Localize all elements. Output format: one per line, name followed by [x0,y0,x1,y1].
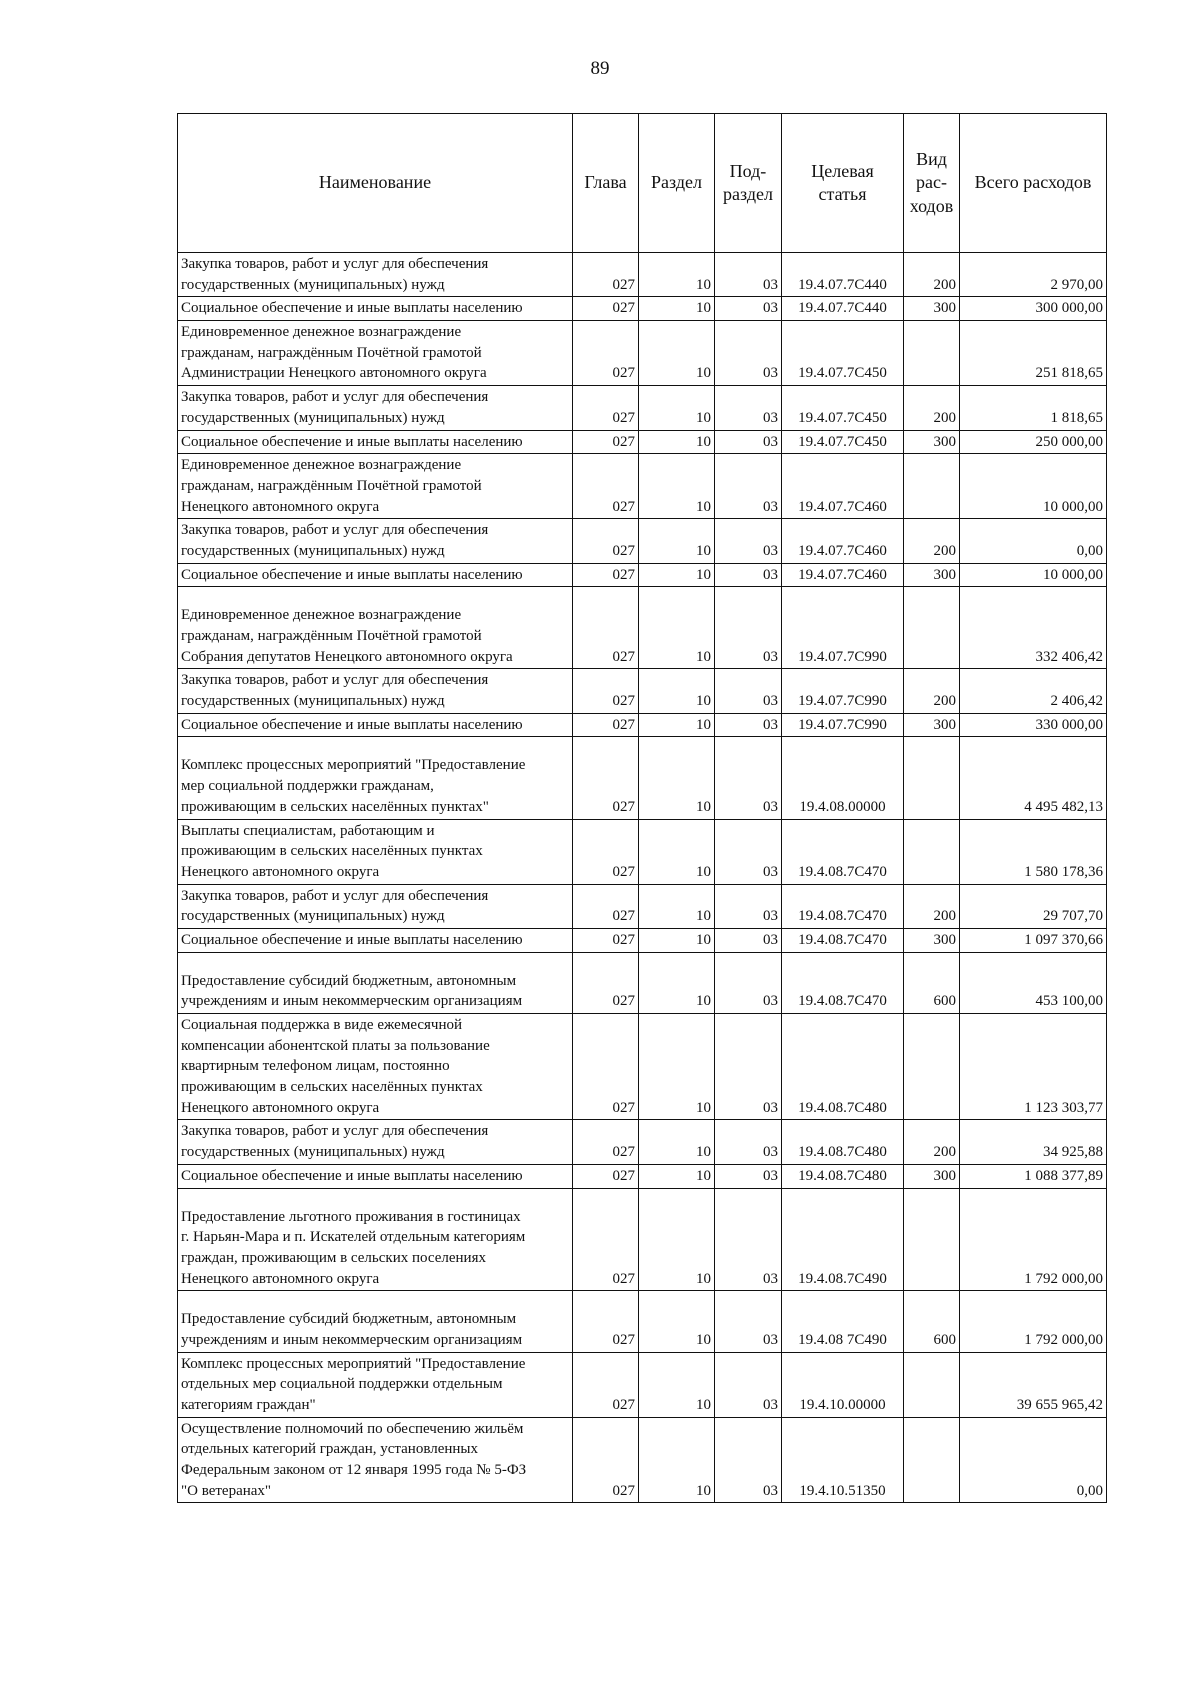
row-total-cell: 250 000,00 [960,430,1107,454]
row-expense-type-cell [904,1014,960,1120]
row-target-cell: 19.4.07.7С460 [782,563,904,587]
row-name-line: Социальное обеспечение и иные выплаты населению [181,433,523,450]
row-name-line: отдельных мер социальной поддержки отдельным [181,1376,503,1393]
row-section-cell: 10 [639,1014,715,1120]
row-expense-type-cell: 300 [904,297,960,321]
row-name-cell [178,952,573,1013]
row-chapter-cell: 027 [573,1120,639,1164]
row-name-line: Закупка товаров, работ и услуг для обеспечения [181,672,489,689]
row-subsection-cell: 03 [715,737,782,819]
row-chapter-cell: 027 [573,321,639,386]
col-header-subsection [715,114,782,253]
col-header-expense-type-line: ходов [909,195,954,216]
row-name-line: государственных (муниципальных) нужд [181,1144,445,1161]
row-subsection-cell: 03 [715,1352,782,1417]
row-expense-type-cell [904,587,960,669]
row-expense-type-cell: 200 [904,669,960,713]
row-total-cell: 453 100,00 [960,952,1107,1013]
row-chapter-cell: 027 [573,430,639,454]
row-name-line: г. Нарьян-Мара и п. Искателей отдельным категориям [181,1229,526,1246]
row-section-cell: 10 [639,1417,715,1503]
row-subsection-cell: 03 [715,1120,782,1164]
table-row [178,519,1107,563]
row-total-cell: 10 000,00 [960,563,1107,587]
table-row [178,1352,1107,1417]
row-name-line: государственных (муниципальных) нужд [181,409,445,426]
row-name-line: Социальное обеспечение и иные выплаты населению [181,1167,523,1184]
row-name-cell [178,297,573,321]
row-target-cell: 19.4.08.7С470 [782,952,904,1013]
row-total-cell: 332 406,42 [960,587,1107,669]
row-name-cell [178,1164,573,1188]
row-expense-type-cell [904,321,960,386]
row-section-cell: 10 [639,713,715,737]
row-total-cell: 1 097 370,66 [960,928,1107,952]
row-section-cell: 10 [639,430,715,454]
row-name-cell [178,884,573,928]
row-expense-type-cell: 200 [904,884,960,928]
row-name-cell [178,253,573,297]
row-expense-type-cell: 200 [904,386,960,430]
row-name-line: Социальная поддержка в виде ежемесячной [181,1017,463,1033]
row-name-line: "О ветеранах" [181,1482,272,1499]
row-name-line: Ненецкого автономного округа [181,498,380,515]
row-expense-type-cell: 300 [904,430,960,454]
row-target-cell: 19.4.10.00000 [782,1352,904,1417]
row-target-cell: 19.4.07.7С990 [782,669,904,713]
row-subsection-cell: 03 [715,669,782,713]
row-name-cell [178,1014,573,1120]
row-subsection-cell: 03 [715,454,782,519]
row-expense-type-cell: 600 [904,1291,960,1352]
row-target-cell: 19.4.08.7С480 [782,1120,904,1164]
table-row [178,737,1107,819]
row-section-cell: 10 [639,1164,715,1188]
row-section-cell: 10 [639,563,715,587]
row-subsection-cell: 03 [715,1291,782,1352]
col-header-target-line: статья [818,184,867,204]
row-target-cell: 19.4.07.7С460 [782,454,904,519]
row-name-line: Закупка товаров, работ и услуг для обеспечения [181,256,489,272]
row-name-cell [178,1352,573,1417]
table-row [178,386,1107,430]
col-header-subsection-line: раздел [723,184,773,204]
row-total-cell: 1 792 000,00 [960,1188,1107,1291]
row-name-line: Социальное обеспечение и иные выплаты населению [181,300,523,317]
row-chapter-cell: 027 [573,713,639,737]
row-name-line: Собрания депутатов Ненецкого автономного округа [181,648,513,665]
row-name-line: государственных (муниципальных) нужд [181,542,445,559]
row-target-cell: 19.4.07.7С440 [782,297,904,321]
row-name-line: гражданам, награждённым Почётной грамотой [181,344,482,361]
row-expense-type-cell [904,1352,960,1417]
row-name-line: Комплекс процессных мероприятий "Предоставление [181,1355,526,1372]
row-name-line: Социальное обеспечение и иные выплаты населению [181,566,523,583]
row-total-cell: 330 000,00 [960,713,1107,737]
row-chapter-cell: 027 [573,884,639,928]
row-section-cell: 10 [639,1188,715,1291]
table-row [178,587,1107,669]
table-row [178,1417,1107,1503]
row-section-cell: 10 [639,253,715,297]
row-name-line: категориям граждан" [181,1397,316,1413]
row-chapter-cell: 027 [573,737,639,819]
row-expense-type-cell: 300 [904,713,960,737]
row-name-line: Закупка товаров, работ и услуг для обеспечения [181,887,489,904]
table-row [178,819,1107,884]
row-name-line: Администрации Ненецкого автономного округа [181,365,487,382]
row-name-line: гражданам, награждённым Почётной грамотой [181,477,482,494]
page-number: 89 [590,58,610,79]
budget-table [177,113,1107,1503]
row-name-cell [178,1120,573,1164]
row-name-cell [178,386,573,430]
row-name-cell [178,1188,573,1291]
row-expense-type-cell: 300 [904,1164,960,1188]
row-section-cell: 10 [639,454,715,519]
row-subsection-cell: 03 [715,587,782,669]
row-expense-type-cell [904,454,960,519]
row-section-cell: 10 [639,669,715,713]
row-name-line: Выплаты специалистам, работающим и [181,822,435,839]
row-name-cell [178,1291,573,1352]
row-name-line: проживающим в сельских населённых пунктах [181,1079,483,1096]
row-target-cell: 19.4.08 7С490 [782,1291,904,1352]
table-row [178,454,1107,519]
row-chapter-cell: 027 [573,454,639,519]
row-chapter-cell: 027 [573,386,639,430]
row-chapter-cell: 027 [573,1014,639,1120]
row-name-line: проживающим в сельских населённых пунктах [181,843,483,860]
row-name-cell [178,737,573,819]
row-total-cell: 251 818,65 [960,321,1107,386]
row-section-cell: 10 [639,952,715,1013]
row-subsection-cell: 03 [715,297,782,321]
row-chapter-cell: 027 [573,1352,639,1417]
header-row [178,114,1107,253]
row-name-cell [178,519,573,563]
row-target-cell: 19.4.08.7С480 [782,1014,904,1120]
row-name-line: учреждениям и иным некоммерческим организациям [181,1331,523,1348]
row-subsection-cell: 03 [715,1014,782,1120]
row-total-cell: 29 707,70 [960,884,1107,928]
row-name-line: Социальное обеспечение и иные выплаты населению [181,931,523,948]
row-chapter-cell: 027 [573,519,639,563]
table-body [178,253,1107,1503]
row-name-line: Предоставление льготного проживания в гостиницах [181,1208,521,1225]
row-chapter-cell: 027 [573,297,639,321]
row-subsection-cell: 03 [715,713,782,737]
row-expense-type-cell: 200 [904,1120,960,1164]
row-name-line: граждан, проживающим в сельских поселениях [181,1249,486,1266]
row-subsection-cell: 03 [715,819,782,884]
row-total-cell: 39 655 965,42 [960,1352,1107,1417]
row-subsection-cell: 03 [715,952,782,1013]
col-header-name: Наименование [178,114,573,253]
row-subsection-cell: 03 [715,928,782,952]
row-chapter-cell: 027 [573,563,639,587]
row-target-cell: 19.4.08.7С470 [782,884,904,928]
row-name-line: отдельных категорий граждан, установленных [181,1441,478,1458]
row-name-line: проживающим в сельских населённых пунктах" [181,798,489,815]
row-target-cell: 19.4.07.7С440 [782,253,904,297]
table-row [178,430,1107,454]
row-chapter-cell: 027 [573,1164,639,1188]
table-row [178,1120,1107,1164]
row-name-cell [178,430,573,454]
row-section-cell: 10 [639,1120,715,1164]
row-name-line: Единовременное денежное вознаграждение [181,607,462,624]
row-name-line: государственных (муниципальных) нужд [181,908,445,925]
row-section-cell: 10 [639,1291,715,1352]
row-target-cell: 19.4.07.7С450 [782,386,904,430]
row-name-line: Ненецкого автономного округа [181,1099,380,1116]
row-name-line: государственных (муниципальных) нужд [181,693,445,710]
row-total-cell: 34 925,88 [960,1120,1107,1164]
table-row [178,669,1107,713]
table-row [178,321,1107,386]
col-header-expense-type-line: рас- [916,172,947,193]
row-expense-type-cell: 300 [904,928,960,952]
row-total-cell: 4 495 482,13 [960,737,1107,819]
row-total-cell: 1 123 303,77 [960,1014,1107,1120]
row-name-line: учреждениям и иным некоммерческим организациям [181,993,523,1010]
col-header-subsection-line: Под- [729,160,767,181]
row-name-cell [178,713,573,737]
row-total-cell: 10 000,00 [960,454,1107,519]
row-target-cell: 19.4.08.7С480 [782,1164,904,1188]
table-row [178,928,1107,952]
col-header-target [782,114,904,253]
row-name-line: Закупка товаров, работ и услуг для обеспечения [181,389,489,406]
row-section-cell: 10 [639,737,715,819]
row-target-cell: 19.4.07.7С450 [782,430,904,454]
col-header-expense-type-line: Вид [916,148,947,169]
row-section-cell: 10 [639,519,715,563]
row-expense-type-cell [904,1188,960,1291]
row-expense-type-cell: 200 [904,253,960,297]
table-row [178,563,1107,587]
table-row [178,1291,1107,1352]
table-row [178,253,1107,297]
row-section-cell: 10 [639,819,715,884]
row-name-line: Осуществление полномочий по обеспечению жильём [181,1420,524,1437]
row-chapter-cell: 027 [573,952,639,1013]
col-header-section: Раздел [639,114,715,253]
row-expense-type-cell: 300 [904,563,960,587]
row-name-cell [178,454,573,519]
row-name-line: Закупка товаров, работ и услуг для обеспечения [181,1123,489,1140]
row-subsection-cell: 03 [715,519,782,563]
row-name-cell [178,1417,573,1503]
row-subsection-cell: 03 [715,1417,782,1503]
row-name-line: Закупка товаров, работ и услуг для обеспечения [181,522,489,539]
row-total-cell: 2 406,42 [960,669,1107,713]
row-target-cell: 19.4.07.7С990 [782,713,904,737]
row-chapter-cell: 027 [573,1188,639,1291]
row-name-line: Социальное обеспечение и иные выплаты населению [181,716,523,733]
row-name-line: квартирным телефоном лицам, постоянно [181,1058,450,1075]
row-name-line: Комплекс процессных мероприятий "Предоставление [181,757,526,774]
row-name-cell [178,321,573,386]
row-name-line: мер социальной поддержки гражданам, [181,778,434,795]
col-header-total: Всего расходов [960,114,1107,253]
row-subsection-cell: 03 [715,253,782,297]
table-header [178,114,1107,253]
row-total-cell: 1 818,65 [960,386,1107,430]
row-total-cell: 0,00 [960,519,1107,563]
row-name-cell [178,669,573,713]
row-total-cell: 1 088 377,89 [960,1164,1107,1188]
row-section-cell: 10 [639,928,715,952]
row-subsection-cell: 03 [715,884,782,928]
row-section-cell: 10 [639,386,715,430]
row-chapter-cell: 027 [573,253,639,297]
row-subsection-cell: 03 [715,321,782,386]
row-section-cell: 10 [639,1352,715,1417]
col-header-expense-type [904,114,960,253]
row-chapter-cell: 027 [573,587,639,669]
row-name-cell [178,819,573,884]
row-target-cell: 19.4.07.7С990 [782,587,904,669]
row-name-line: Федеральным законом от 12 января 1995 года № 5-ФЗ [181,1462,527,1479]
row-name-line: гражданам, награждённым Почётной грамотой [181,628,482,644]
row-section-cell: 10 [639,587,715,669]
row-name-line: Единовременное денежное вознаграждение [181,324,462,341]
row-expense-type-cell [904,737,960,819]
row-chapter-cell: 027 [573,669,639,713]
row-name-line: Предоставление субсидий бюджетным, автономным [181,1311,517,1328]
row-subsection-cell: 03 [715,563,782,587]
row-target-cell: 19.4.10.51350 [782,1417,904,1503]
row-name-line: Предоставление субсидий бюджетным, автономным [181,972,517,989]
row-target-cell: 19.4.07.7С450 [782,321,904,386]
row-subsection-cell: 03 [715,1188,782,1291]
row-subsection-cell: 03 [715,430,782,454]
row-name-line: Ненецкого автономного округа [181,1270,380,1287]
table-row [178,1014,1107,1120]
row-target-cell: 19.4.08.7С470 [782,819,904,884]
row-name-line: компенсации абонентской платы за пользование [181,1037,490,1054]
row-chapter-cell: 027 [573,819,639,884]
table-row [178,1188,1107,1291]
row-total-cell: 0,00 [960,1417,1107,1503]
row-name-line: Ненецкого автономного округа [181,863,380,880]
row-target-cell: 19.4.08.7С470 [782,928,904,952]
row-total-cell: 1 792 000,00 [960,1291,1107,1352]
row-target-cell: 19.4.08.7С490 [782,1188,904,1291]
row-name-cell [178,563,573,587]
row-chapter-cell: 027 [573,928,639,952]
col-header-target-line: Целевая [811,160,874,181]
row-name-line: государственных (муниципальных) нужд [181,276,445,293]
row-target-cell: 19.4.08.00000 [782,737,904,819]
row-subsection-cell: 03 [715,1164,782,1188]
table-row [178,952,1107,1013]
row-section-cell: 10 [639,321,715,386]
row-chapter-cell: 027 [573,1417,639,1503]
col-header-chapter: Глава [573,114,639,253]
row-chapter-cell: 027 [573,1291,639,1352]
row-total-cell: 2 970,00 [960,253,1107,297]
row-name-cell [178,587,573,669]
row-section-cell: 10 [639,884,715,928]
row-expense-type-cell: 600 [904,952,960,1013]
table-row [178,297,1107,321]
row-expense-type-cell: 200 [904,519,960,563]
table-row [178,884,1107,928]
row-subsection-cell: 03 [715,386,782,430]
row-total-cell: 1 580 178,36 [960,819,1107,884]
table-row [178,713,1107,737]
row-total-cell: 300 000,00 [960,297,1107,321]
row-expense-type-cell [904,1417,960,1503]
table-row [178,1164,1107,1188]
row-name-cell [178,928,573,952]
row-target-cell: 19.4.07.7С460 [782,519,904,563]
row-name-line: Единовременное денежное вознаграждение [181,457,462,474]
row-section-cell: 10 [639,297,715,321]
row-expense-type-cell [904,819,960,884]
